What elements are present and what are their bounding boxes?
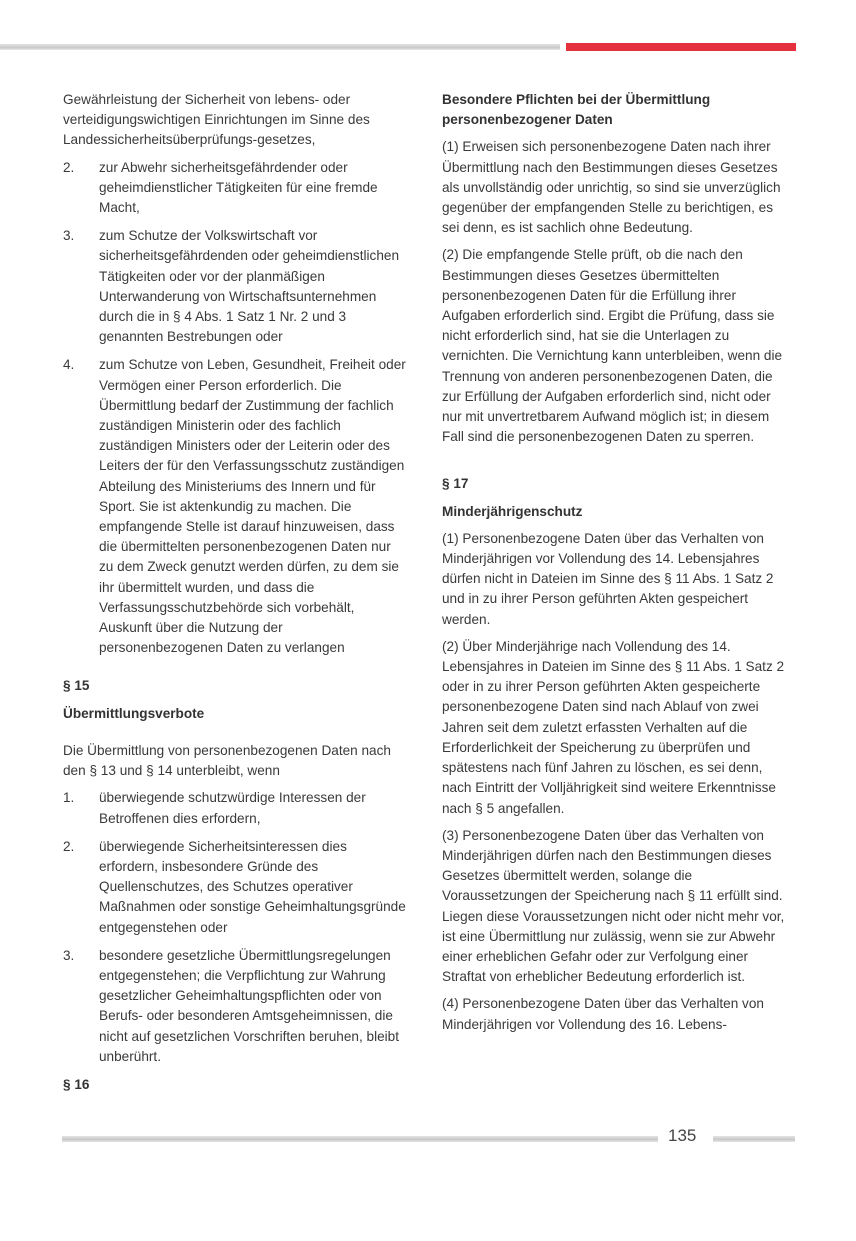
right-column (442, 90, 788, 1042)
section-17-title: Minderjährigenschutz (442, 503, 583, 519)
section-16-paragraph-1: (1) Erweisen sich personenbezogene Daten nach ihrer Übermittlung nach den Bestimmungen dieses Gesetzes als unvollständig oder unrichtig, so sind sie unverzüglich gegenüber der empfangenden Stelle zu berichtigen, es sei denn, es ist sachlich ohne Bedeutung. (442, 139, 781, 236)
section-16-title: Besondere Pflichten bei der Übermittlung personenbezogener Daten (442, 92, 711, 128)
list-item: 4. zum Schutze von Leben, Gesundheit, Freiheit oder Vermögen einer Person erforderlich. Die Übermittlung bedarf der Zustimmung der fachlich zuständigen Ministerin oder des fachlich zuständigen Ministers oder der Leiterin oder des Leiters der für den Verfassungsschutz zuständigen Abteilung des Ministeriums des Innern und für Sport. Sie ist aktenkundig zu machen. Die empfangende Stelle ist darauf hinzuweisen, dass die übermittelten personenbezogenen Daten nur zu dem Zweck genutzt werden dürfen, zu dem sie ihr übermittelt wurden, und dass die Verfassungsschutzbehörde sich vorbehält, Auskunft über die Nutzung der personenbezogenen Daten zu verlangen (63, 357, 406, 656)
list-item: 3. besondere gesetzliche Übermittlungsregelungen entgegenstehen; die Verpflichtung zur Wahrung gesetzlicher Geheimhaltungspflichten oder von Berufs- oder besonderen Amtsgeheimnissen, die nicht auf gesetzlichen Vorschriften beruhen, bleibt unberührt. (63, 947, 400, 1064)
footer-rule-right (713, 1136, 795, 1142)
footer-rule (62, 1136, 658, 1142)
list-item: 2. zur Abwehr sicherheitsgefährdender oder geheimdienstlicher Tätigkeiten für eine fremde Macht, (63, 159, 378, 216)
section-15-number: § 15 (63, 678, 90, 694)
section-17-paragraph-3: (3) Personenbezogene Daten über das Verhalten von Minderjährigen dürfen nach den Bestimmungen dieses Gesetzes übermittelt werden, solange die Voraussetzungen der Speicherung nach § 11 erfüllt sind. Liegen diese Voraussetzungen nicht oder nicht mehr vor, ist eine Übermittlung nur zulässig, wenn sie zur Abwehr einer erheblichen Gefahr oder zur Verfolgung einer Straftat von erheblicher Bedeutung erforderlich ist. (442, 827, 785, 985)
list-item: 1. überwiegende schutzwürdige Interessen der Betroffenen dies erfordern, (63, 790, 366, 826)
intro-paragraph: Gewährleistung der Sicherheit von lebens- oder verteidigungswichtigen Einrichtungen im Sinne des Landessicherheitsüberprüfungs-gesetzes, (63, 92, 370, 148)
header-rule (0, 44, 560, 50)
section-16-number: § 16 (63, 1076, 90, 1092)
list-item: 3. zum Schutze der Volkswirtschaft vor sicherheitsgefährdenden oder geheimdienstlichen Tätigkeiten oder vor der planmäßigen Unterwanderung von Wirtschaftsunternehmen durch die in § 4 Abs. 1 Satz 1 Nr. 2 und 3 genannten Bestrebungen oder (63, 228, 400, 345)
page-number: 135 (668, 1126, 697, 1145)
section-17-paragraph-4: (4) Personenbezogene Daten über das Verhalten von Minderjährigen vor Vollendung des 16. Lebens- (442, 996, 764, 1032)
section-17-number: § 17 (442, 476, 469, 492)
list-item: 2. überwiegende Sicherheitsinteressen dies erfordern, insbesondere Gründe des Quellenschutzes, des Schutzes operativer Maßnahmen oder sonstige Geheimhaltungsgründe entgegenstehen oder (63, 838, 406, 935)
section-15-intro: Die Übermittlung von personenbezogenen Daten nach den § 13 und § 14 unterbleibt, wenn (63, 742, 391, 779)
section-17-paragraph-1: (1) Personenbezogene Daten über das Verhalten von Minderjährigen vor Vollendung des 14. Lebensjahres dürfen nicht in Dateien im Sinne des § 11 Abs. 1 Satz 2 und in zu ihrer Person geführten Akten gespeichert werden. (442, 530, 774, 627)
left-column (63, 90, 408, 1102)
list-b (63, 788, 408, 1067)
list-a (63, 158, 408, 659)
section-16-paragraph-2: (2) Die empfangende Stelle prüft, ob die nach den Bestimmungen dieses Gesetzes übermittelten personenbezogenen Daten für die Erfüllung ihrer Aufgaben erforderlich sind. Ergibt die Prüfung, dass sie nicht erforderlich sind, hat sie die Unterlagen zu vernichten. Die Vernichtung kann unterbleiben, wenn die Trennung von anderen personenbezogenen Daten, die zur Erfüllung der Aufgaben erforderlich sind, nicht oder nur mit unvertretbarem Aufwand möglich ist; in diesem Fall sind die personenbezogenen Daten zu sperren. (442, 247, 783, 445)
section-15-title: Übermittlungsverbote (63, 705, 205, 721)
section-17-paragraph-2: (2) Über Minderjährige nach Vollendung des 14. Lebensjahres in Dateien im Sinne des § 11 Abs. 1 Satz 2 oder in zu ihrer Person geführten Akten gespeicherte personenbezogene Daten sind nach Ablauf von zwei Jahren seit dem zuletzt erfassten Verhalten auf die Erforderlichkeit der Speicherung zu überprüfen und spätestens nach fünf Jahren zu löschen, es sei denn, nach Eintritt der Volljährigkeit sind weitere Erkenntnisse nach § 5 angefallen. (442, 638, 785, 816)
header-accent-bar (566, 43, 796, 51)
